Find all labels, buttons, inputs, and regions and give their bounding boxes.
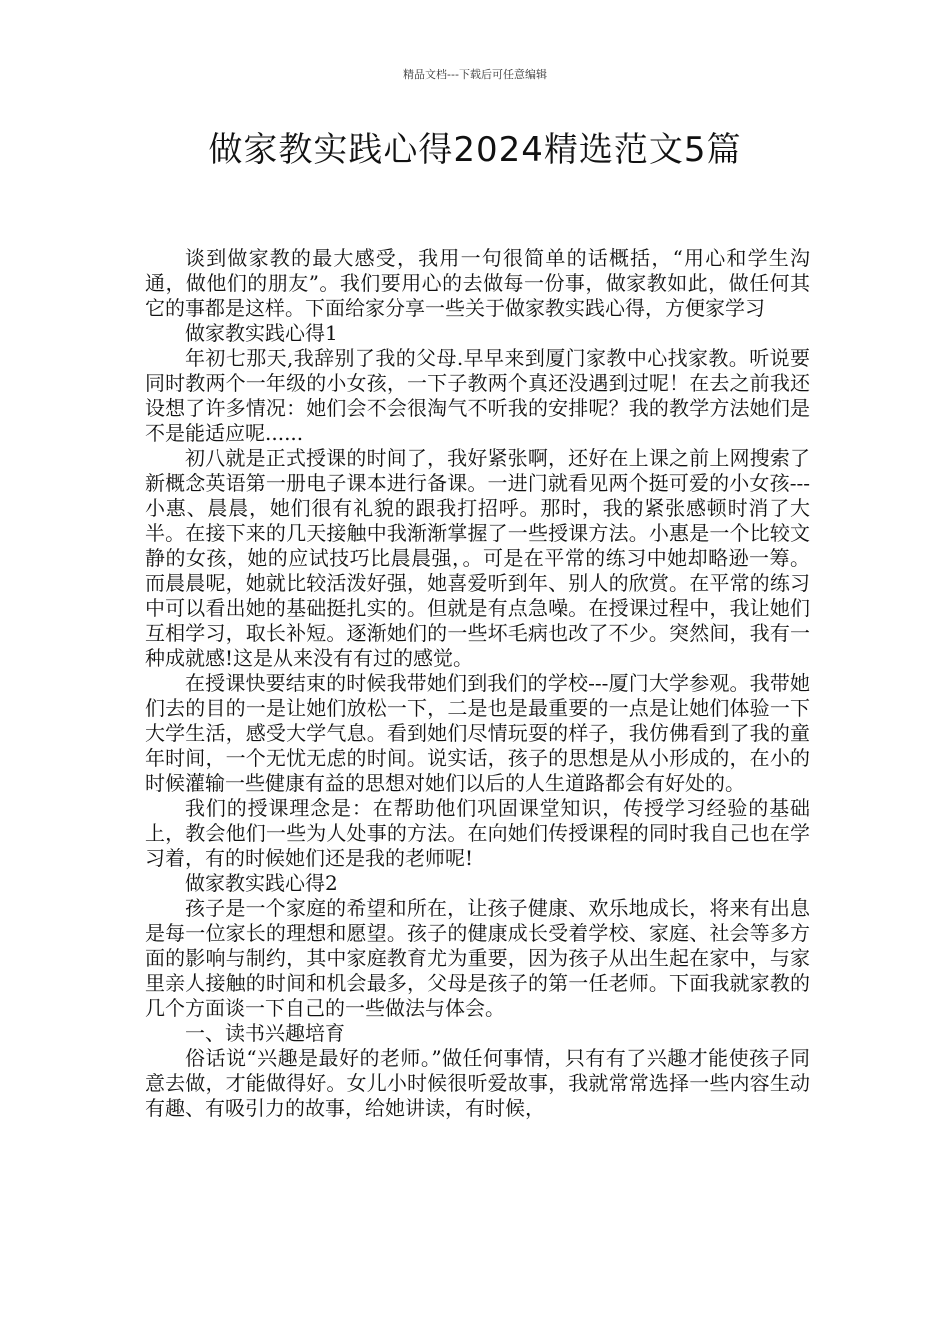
subsection-heading: 一、读书兴趣培育 [185,1021,345,1045]
section-heading-1: 做家教实践心得1 [185,321,338,345]
document-body [145,246,810,1121]
paragraph: 俗话说“兴趣是最好的老师。”做任何事情，只有有了兴趣才能使孩子同意去做，才能做得好。女儿小时候很听爱故事，我就常常选择一些内容生动有趣、有吸引力的故事，给她讲读，有时候， [145,1046,810,1120]
header-watermark: 精品文档---下载后可任意编辑 [403,68,547,81]
paragraph: 初八就是正式授课的时间了，我好紧张啊，还好在上课之前上网搜索了新概念英语第一册电子课本进行备课。一进门就看见两个挺可爱的小女孩---小惠、晨晨，她们很有礼貌的跟我打招呼。那时，我的紧张感顿时消了大半。在接下来的几天接触中我渐渐掌握了一些授课方法。小惠是一个比较文静的女孩，她的应试技巧比晨晨强，。可是在平常的练习中她却略逊一筹。而晨晨呢，她就比较活泼好强，她喜爱听到年、别人的欣赏。在平常的练习中可以看出她的基础挺扎实的。但就是有点急噪。在授课过程中，我让她们互相学习，取长补短。逐渐她们的一些坏毛病也改了不少。突然间，我有一种成就感!这是从来没有有过的感觉。 [145,446,810,670]
paragraph: 我们的授课理念是：在帮助他们巩固课堂知识，传授学习经验的基础上，教会他们一些为人处事的方法。在向她们传授课程的同时我自己也在学习着，有的时候她们还是我的老师呢! [145,796,810,870]
section-heading-2: 做家教实践心得2 [185,871,338,895]
paragraph-intro: 谈到做家教的最大感受，我用一句很简单的话概括，“用心和学生沟通，做他们的朋友”。我们要用心的去做每一份事，做家教如此，做任何其它的事都是这样。下面给家分享一些关于做家教实践心得，方便家学习 [145,246,810,320]
page-title: 做家教实践心得2024精选范文5篇 [208,130,742,170]
paragraph: 在授课快要结束的时候我带她们到我们的学校---厦门大学参观。我带她们去的目的一是让她们放松一下，二是也是最重要的一点是让她们体验一下大学生活，感受大学气息。看到她们尽情玩耍的样子，我仿佛看到了我的童年时间，一个无忧无虑的时间。说实话，孩子的思想是从小形成的，在小的时候灌输一些健康有益的思想对她们以后的人生道路都会有好处的。 [145,671,810,795]
paragraph: 年初七那天,我辞别了我的父母.早早来到厦门家教中心找家教。听说要同时教两个一年级的小女孩，一下子教两个真还没遇到过呢！在去之前我还设想了许多情况：她们会不会很淘气不听我的安排呢？我的教学方法她们是不是能适应呢...... [145,346,810,445]
paragraph: 孩子是一个家庭的希望和所在，让孩子健康、欢乐地成长，将来有出息是每一位家长的理想和愿望。孩子的健康成长受着学校、家庭、社会等多方面的影响与制约，其中家庭教育尤为重要，因为孩子从出生起在家中，与家里亲人接触的时间和机会最多，父母是孩子的第一任老师。下面我就家教的几个方面谈一下自己的一些做法与体会。 [145,896,810,1020]
